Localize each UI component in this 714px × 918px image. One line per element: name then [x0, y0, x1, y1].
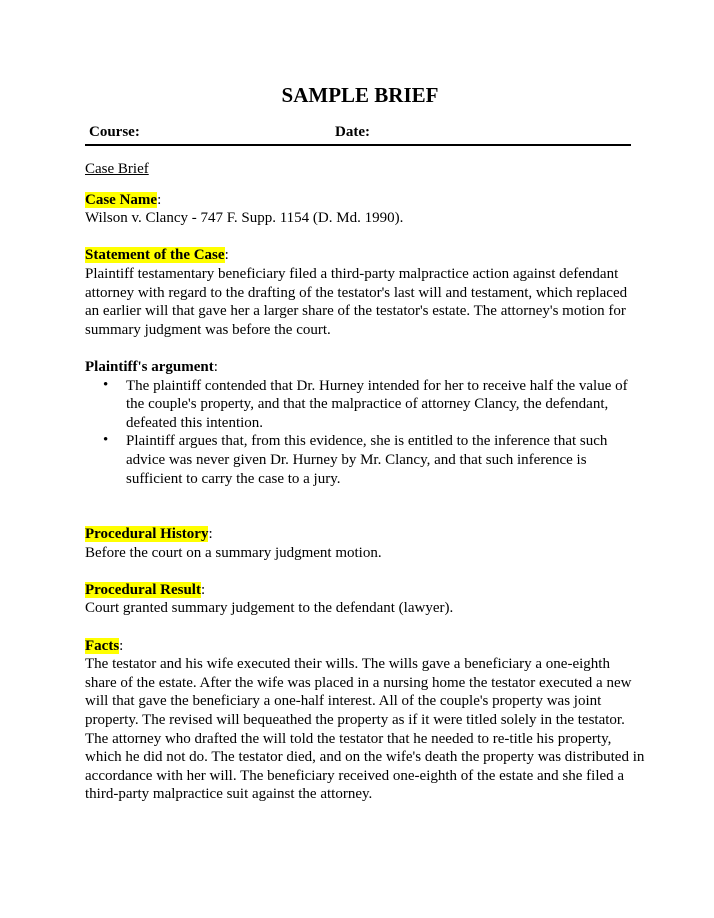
statement-text: Plaintiff testamentary beneficiary filed a third-party malpractice action against defendant attorney with regard to the drafting of the testator's last will and testament, which replaced an earlier will that gave her a larger share of the testator's estate. The attorney's motion for summary judgment was before the court.	[85, 265, 628, 338]
heading-colon: :	[200, 581, 206, 598]
procedural-result-section	[85, 581, 645, 618]
argument-section	[85, 358, 645, 488]
brief-body	[85, 160, 645, 804]
statement-heading: Statement of the Case	[85, 247, 225, 264]
document-title: SAMPLE BRIEF	[281, 83, 439, 107]
date-label: Date:	[335, 124, 370, 140]
case-name-section	[85, 191, 645, 228]
case-name-heading: Case Name	[85, 191, 158, 208]
bullet-icon: •	[103, 376, 109, 393]
case-name-text: Wilson v. Clancy - 747 F. Supp. 1154 (D. Md. 1990).	[85, 210, 404, 227]
heading-colon: :	[224, 247, 229, 264]
statement-section	[85, 246, 645, 339]
list-item	[85, 377, 645, 433]
facts-heading: Facts	[85, 637, 120, 654]
heading-colon: :	[157, 191, 162, 208]
argument-list	[85, 377, 645, 489]
case-brief-label: Case Brief	[85, 161, 149, 177]
bullet-text: Plaintiff argues that, from this evidence, she is entitled to the inference that such advice was never given Dr. Hurney by Mr. Clancy, and that such inference is sufficient to carry the case to a jury.	[126, 433, 608, 487]
procedural-history-heading: Procedural History	[85, 526, 209, 543]
procedural-history-section	[85, 525, 645, 562]
list-item	[85, 432, 645, 488]
bullet-text: The plaintiff contended that Dr. Hurney intended for her to receive half the value of the couple's property, and that the malpractice of attorney Clancy, the defendant, defeated this intention.	[126, 377, 628, 431]
procedural-result-heading: Procedural Result	[85, 581, 201, 598]
facts-section	[85, 637, 645, 804]
heading-colon: :	[213, 358, 218, 375]
argument-heading: Plaintiff's argument	[85, 358, 214, 375]
heading-colon: :	[208, 526, 213, 543]
course-label: Course:	[89, 124, 140, 140]
heading-colon: :	[119, 637, 124, 654]
procedural-result-text: Court granted summary judgement to the defendant (lawyer).	[85, 600, 454, 617]
bullet-icon: •	[103, 432, 109, 449]
procedural-history-text: Before the court on a summary judgment motion.	[85, 544, 382, 561]
facts-text: The testator and his wife executed their wills. The wills gave a beneficiary a one-eighth share of the estate. After the wife was placed in a nursing home the testator executed a new will that gave the beneficiary a one-half interest. All of the couple's property was joint property. The revised will bequeathed the property as if it were titled solely in the testator. The attorney who drafted the will told the testator that he needed to re-title his property, which he did not do. The testator died, and on the wife's death the property was distributed in accordance with her will. The beneficiary received one-eighth of the estate and she filed a third-party malpractice suit against the attorney.	[85, 656, 645, 803]
header-row	[85, 122, 631, 146]
